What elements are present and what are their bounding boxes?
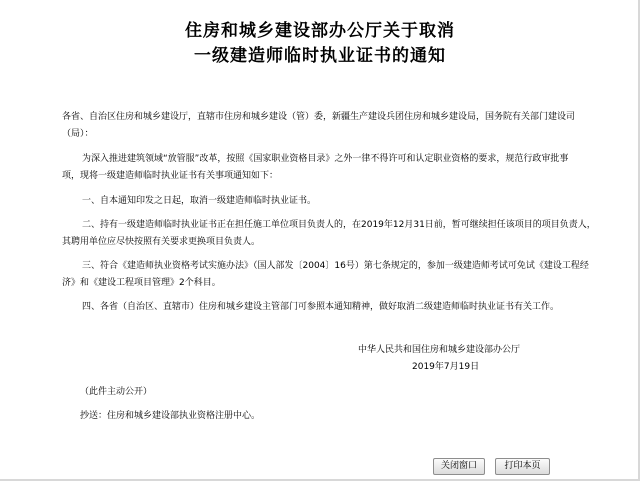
title-line-1: 住房和城乡建设部办公厅关于取消: [185, 21, 455, 41]
item-3-line-1: 三、符合《建造师执业资格考试实施办法》（国人部发〔2004〕16号）第七条规定的，参加一级建造师考试可免试《建设工程经: [82, 261, 589, 271]
signature-org: 中华人民共和国住房和城乡建设部办公厅: [358, 345, 521, 355]
item-3-line-2: 济》和《建设工程项目管理》2个科目。: [62, 278, 221, 288]
salutation-line-1: 各省、自治区住房和城乡建设厅，直辖市住房和城乡建设（管）委，新疆生产建设兵团住房和城乡建设局，国务院有关部门建设司: [62, 112, 576, 122]
signature-date: 2019年7月19日: [412, 362, 480, 372]
public-note: （此件主动公开）: [80, 387, 153, 397]
print-page-button[interactable]: 打印本页: [495, 458, 550, 475]
title-line-2: 一级建造师临时执业证书的通知: [194, 46, 446, 66]
item-4: 四、各省（自治区、直辖市）住房和城乡建设主管部门可参照本通知精神，做好取消二级建造师临时执业证书有关工作。: [82, 302, 560, 312]
item-2-line-1: 二、持有一级建造师临时执业证书正在担任施工单位项目负责人的，在2019年12月31日前，暂可继续担任该项目的项目负责人，: [82, 220, 596, 230]
intro-line-2: 项，现将一级建造师临时执业证书有关事项通知如下：: [62, 171, 279, 181]
item-1: 一、自本通知印发之日起，取消一级建造师临时执业证书。: [82, 196, 317, 206]
item-2-line-2: 其聘用单位应尽快按照有关要求更换项目负责人。: [62, 237, 261, 247]
intro-line-1: 为深入推进建筑领域“放管服”改革，按照《国家职业资格目录》之外一律不得许可和认定职业资格的要求，规范行政审批事: [82, 154, 569, 164]
close-window-button[interactable]: 关闭窗口: [433, 458, 485, 475]
salutation-line-2: （局）：: [62, 129, 94, 139]
cc-line: 抄送：住房和城乡建设部执业资格注册中心。: [80, 411, 261, 421]
